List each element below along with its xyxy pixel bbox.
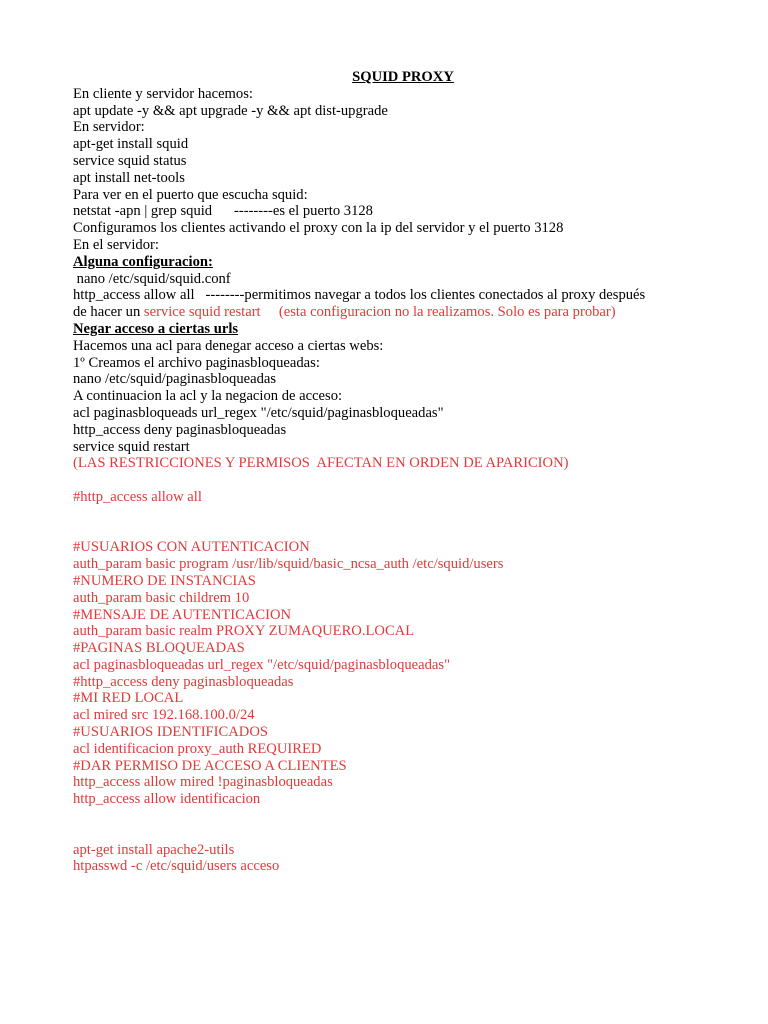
red-command-line: htpasswd -c /etc/squid/users acceso: [73, 858, 280, 875]
red-config-line: auth_param basic program /usr/lib/squid/basic_ncsa_auth /etc/squid/users: [73, 556, 504, 573]
command-line: netstat -apn | grep squid --------es el puerto 3128: [73, 203, 373, 220]
command-line: http_access deny paginasbloqueadas: [73, 421, 287, 438]
document-title: SQUID PROXY: [352, 69, 454, 85]
text-line: A continuacion la acl y la negacion de acceso:: [73, 388, 343, 405]
red-config-line: auth_param basic childrem 10: [73, 589, 250, 606]
red-config-line: #http_access deny paginasbloqueadas: [73, 673, 294, 690]
command-line: acl paginasbloqueads url_regex "/etc/squid/paginasbloqueadas": [73, 404, 444, 421]
command-line: nano /etc/squid/paginasbloqueadas: [73, 371, 277, 388]
blank-line: [73, 825, 733, 842]
command-line: apt install net-tools: [73, 169, 185, 186]
command-line: apt update -y && apt upgrade -y && apt dist-upgrade: [73, 102, 388, 119]
text-line: Configuramos los clientes activando el proxy con la ip del servidor y el puerto 3128: [73, 220, 564, 237]
document-page: [73, 69, 733, 875]
text-line: En cliente y servidor hacemos:: [73, 85, 253, 102]
red-config-comment: #MENSAJE DE AUTENTICACION: [73, 606, 292, 623]
red-config-comment: #PAGINAS BLOQUEADAS: [73, 640, 245, 657]
red-config-line: acl paginasbloqueadas url_regex "/etc/squid/paginasbloqueadas": [73, 656, 451, 673]
red-config-line: #http_access allow all: [73, 488, 202, 505]
red-note-fragment: (esta configuracion no la realizamos. Solo es para probar): [260, 304, 616, 321]
blank-line: [73, 808, 733, 825]
blank-line: [73, 523, 733, 540]
text-line: En el servidor:: [73, 236, 159, 253]
blank-line: [73, 472, 733, 489]
red-config-line: acl identificacion proxy_auth REQUIRED: [73, 740, 322, 757]
red-config-comment: #MI RED LOCAL: [73, 690, 184, 707]
text-line: Hacemos una acl para denegar acceso a ciertas webs:: [73, 337, 384, 354]
red-command-fragment: service squid restart: [143, 304, 261, 321]
red-config-line: acl mired src 192.168.100.0/24: [73, 707, 255, 724]
text-line: 1º Creamos el archivo paginasbloqueadas:: [73, 354, 320, 371]
red-note-line: (LAS RESTRICCIONES Y PERMISOS AFECTAN EN ORDEN DE APARICION): [73, 455, 569, 472]
red-config-comment: #USUARIOS IDENTIFICADOS: [73, 724, 268, 741]
red-config-comment: #DAR PERMISO DE ACCESO A CLIENTES: [73, 757, 347, 774]
command-line: apt-get install squid: [73, 136, 189, 153]
text-fragment: de hacer un: [73, 304, 144, 321]
red-config-line: auth_param basic realm PROXY ZUMAQUERO.LOCAL: [73, 623, 415, 640]
red-config-line: http_access allow identificacion: [73, 791, 261, 808]
command-line: service squid restart: [73, 438, 190, 455]
red-config-line: http_access allow mired !paginasbloqueadas: [73, 774, 333, 791]
command-line: service squid status: [73, 152, 187, 169]
red-command-line: apt-get install apache2-utils: [73, 841, 235, 858]
red-config-comment: #USUARIOS CON AUTENTICACION: [73, 539, 310, 556]
section-heading-config: Alguna configuracion:: [73, 253, 213, 270]
command-line: nano /etc/squid/squid.conf: [73, 270, 231, 287]
red-config-comment: #NUMERO DE INSTANCIAS: [73, 572, 256, 589]
text-line: Para ver en el puerto que escucha squid:: [73, 186, 308, 203]
text-line: En servidor:: [73, 119, 145, 136]
blank-line: [73, 506, 733, 523]
text-line-mixed: [73, 304, 733, 321]
text-line: http_access allow all --------permitimos navegar a todos los clientes conectados al proxy después: [73, 287, 646, 304]
section-heading-deny-urls: Negar acceso a ciertas urls: [73, 320, 239, 337]
